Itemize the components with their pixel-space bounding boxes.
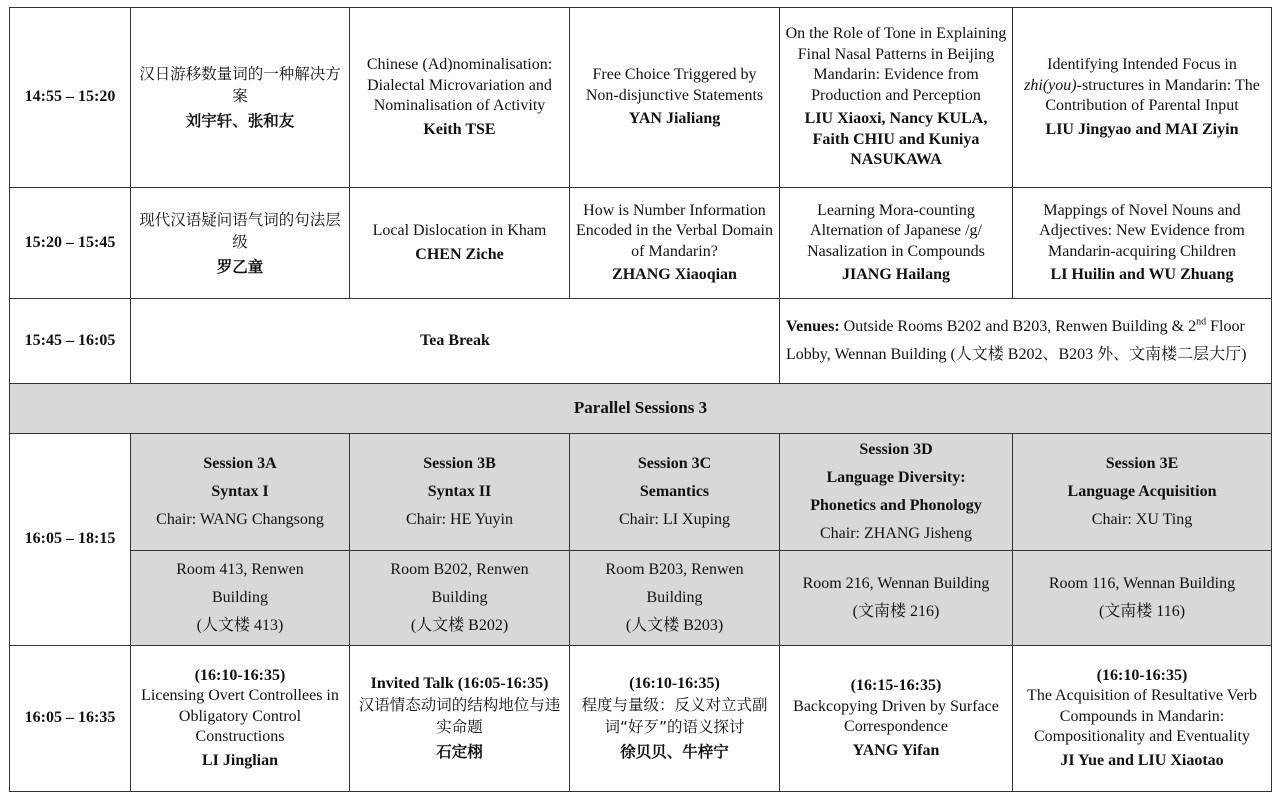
talk-authors: YAN Jialiang — [628, 110, 721, 128]
talk-authors: ZHANG Xiaoqian — [612, 266, 737, 283]
talk-title: The Acquisition of Resultative Verb Compounds in Mandarin: Compositionality and Eventuality — [1027, 687, 1257, 746]
talk-cell — [350, 188, 570, 299]
venue-text: Outside Rooms B202 and B203, Renwen Building & 2 — [839, 318, 1197, 335]
talk-cell — [350, 646, 570, 792]
session-topic: Phonetics and Phonology — [810, 497, 982, 514]
talk-slot: (16:15-16:35) — [850, 677, 942, 694]
venue-text: Floor Lobby, Wennan Building (人文楼 B202、B203 外、文南楼二层大厅) — [786, 318, 1247, 363]
talk-title: 现代汉语疑问语气词的句法层级 — [139, 210, 341, 251]
talk-slot: Invited Talk (16:05-16:35) — [370, 674, 549, 692]
talk-slot: (16:10-16:35) — [629, 674, 720, 692]
venue-sup: nd — [1196, 316, 1207, 328]
talk-cell — [780, 188, 1013, 299]
talk-cell — [570, 646, 780, 792]
talk-authors: JI Yue and LIU Xiaotao — [1060, 751, 1224, 769]
talk-title: Mappings of Novel Nouns and Adjectives: New Evidence from Mandarin-acquiring Children — [1039, 201, 1245, 260]
session-3e-room — [1013, 551, 1272, 646]
talk-title: On the Role of Tone in Explaining Final Nasal Patterns in Beijing Mandarin: Evidence from Production and Perception — [785, 25, 1007, 104]
room-line: (人文楼 B202) — [410, 617, 509, 634]
schedule-row — [10, 8, 1272, 188]
session-chair: Chair: WANG Changsong — [156, 511, 324, 528]
session-3b-room — [350, 551, 570, 646]
session-topic: Syntax II — [427, 483, 492, 500]
talk-authors: LIU Xiaoxi, Nancy KULA, Faith CHIU and Kuniya NASUKAWA — [804, 110, 988, 169]
title-part: Identifying Intended Focus in — [1047, 56, 1237, 73]
room-line: Room 216, Wennan Building — [802, 575, 990, 592]
session-3e-header — [1013, 434, 1272, 551]
talk-cell — [131, 646, 350, 792]
talk-title: Local Dislocation in Kham — [372, 222, 547, 239]
venue-label: Venues: — [786, 318, 840, 335]
talk-title: How is Number Information Encoded in the Verbal Domain of Mandarin? — [576, 201, 773, 260]
session-name: Session 3C — [637, 455, 712, 472]
talk-cell — [570, 8, 780, 188]
talk-authors: 徐贝贝、牛梓宁 — [620, 743, 729, 762]
talk-cell — [780, 646, 1013, 792]
session-3c-header — [570, 434, 780, 551]
session-chair: Chair: HE Yuyin — [406, 511, 513, 528]
room-line: (文南楼 116) — [1098, 603, 1186, 620]
conference-schedule-table — [9, 7, 1272, 792]
session-topic: Semantics — [639, 483, 710, 500]
session-topic: Syntax I — [211, 483, 269, 500]
talk-authors: CHEN Ziche — [415, 245, 504, 263]
talk-title: Free Choice Triggered by Non-disjunctive Statements — [585, 66, 764, 104]
talk-cell — [350, 8, 570, 188]
session-name: Session 3A — [203, 455, 277, 472]
session-topic: Language Diversity: — [826, 469, 966, 486]
room-line: Building — [431, 589, 488, 606]
session-name: Session 3E — [1105, 455, 1179, 472]
session-name: Session 3B — [423, 455, 496, 472]
talk-title: Licensing Overt Controllees in Obligatory Control Constructions — [141, 687, 339, 746]
session-topic: Language Acquisition — [1067, 483, 1217, 500]
session-name: Session 3D — [859, 441, 933, 458]
time-slot: 15:20 – 15:45 — [10, 188, 131, 299]
talk-title: 程度与量级：反义对立式副词“好歹”的语义探讨 — [581, 696, 768, 737]
talk-authors: YANG Yifan — [852, 741, 940, 759]
talk-title — [1018, 55, 1266, 117]
schedule-row — [10, 646, 1272, 792]
talk-authors: LI Huilin and WU Zhuang — [1050, 266, 1234, 283]
session-3d-room — [780, 551, 1013, 646]
room-line: Building — [646, 589, 703, 606]
time-slot: 16:05 – 16:35 — [10, 646, 131, 792]
talk-cell — [131, 8, 350, 188]
talk-cell — [1013, 646, 1272, 792]
session-chair: Chair: XU Ting — [1091, 511, 1193, 528]
room-line: (文南楼 216) — [852, 603, 940, 620]
schedule-row — [10, 188, 1272, 299]
talk-title: Chinese (Ad)nominalisation: Dialectal Microvariation and Nominalisation of Activity — [366, 56, 553, 114]
talk-title: 汉日游移数量词的一种解决方案 — [139, 65, 341, 105]
session-room-row — [10, 551, 1272, 646]
title-italic-part: zhi(you) — [1024, 76, 1077, 94]
schedule-row — [10, 384, 1272, 434]
room-line: Room B203, Renwen — [605, 561, 744, 578]
talk-title: 汉语情态动词的结构地位与违实命题 — [358, 696, 561, 737]
talk-title: Learning Mora-counting Alternation of Japanese /g/ Nasalization in Compounds — [807, 201, 985, 260]
session-header-row — [10, 434, 1272, 551]
session-3c-room — [570, 551, 780, 646]
session-3a-header — [131, 434, 350, 551]
parallel-sessions-title: Parallel Sessions 3 — [10, 384, 1272, 434]
talk-slot: (16:10-16:35) — [194, 666, 286, 684]
session-chair: Chair: ZHANG Jisheng — [820, 525, 972, 542]
talk-slot: (16:10-16:35) — [1096, 666, 1188, 684]
room-line: Room 116, Wennan Building — [1048, 575, 1236, 592]
time-slot: 14:55 – 15:20 — [10, 8, 131, 188]
room-line: (人文楼 B203) — [625, 617, 724, 634]
title-part: -structures in Mandarin: The Contribution of Parental Input — [1045, 76, 1260, 114]
schedule-row — [10, 299, 1272, 384]
talk-cell — [1013, 8, 1272, 188]
talk-cell — [1013, 188, 1272, 299]
talk-cell — [780, 8, 1013, 188]
room-line: (人文楼 413) — [196, 617, 284, 634]
room-line: Room 413, Renwen — [176, 561, 304, 578]
talk-cell — [570, 188, 780, 299]
time-slot: 15:45 – 16:05 — [10, 299, 131, 384]
session-chair: Chair: LI Xuping — [618, 511, 731, 528]
talk-authors: LI Jinglian — [201, 751, 279, 769]
room-line: Room B202, Renwen — [390, 561, 529, 578]
talk-authors: JIANG Hailang — [841, 266, 950, 283]
talk-authors: Keith TSE — [423, 120, 496, 138]
session-3b-header — [350, 434, 570, 551]
talk-title: Backcopying Driven by Surface Correspondence — [793, 697, 999, 735]
talk-authors: 石定栩 — [436, 743, 483, 762]
session-3a-room — [131, 551, 350, 646]
talk-cell — [131, 188, 350, 299]
room-line: Building — [211, 589, 268, 606]
talk-authors: 罗乙童 — [216, 257, 264, 276]
talk-authors: LIU Jingyao and MAI Ziyin — [1045, 120, 1239, 138]
venue-cell — [780, 299, 1272, 384]
time-slot: 16:05 – 18:15 — [10, 434, 131, 646]
session-3d-header — [780, 434, 1013, 551]
talk-authors: 刘宇轩、张和友 — [185, 112, 295, 130]
tea-break-cell: Tea Break — [131, 299, 780, 384]
